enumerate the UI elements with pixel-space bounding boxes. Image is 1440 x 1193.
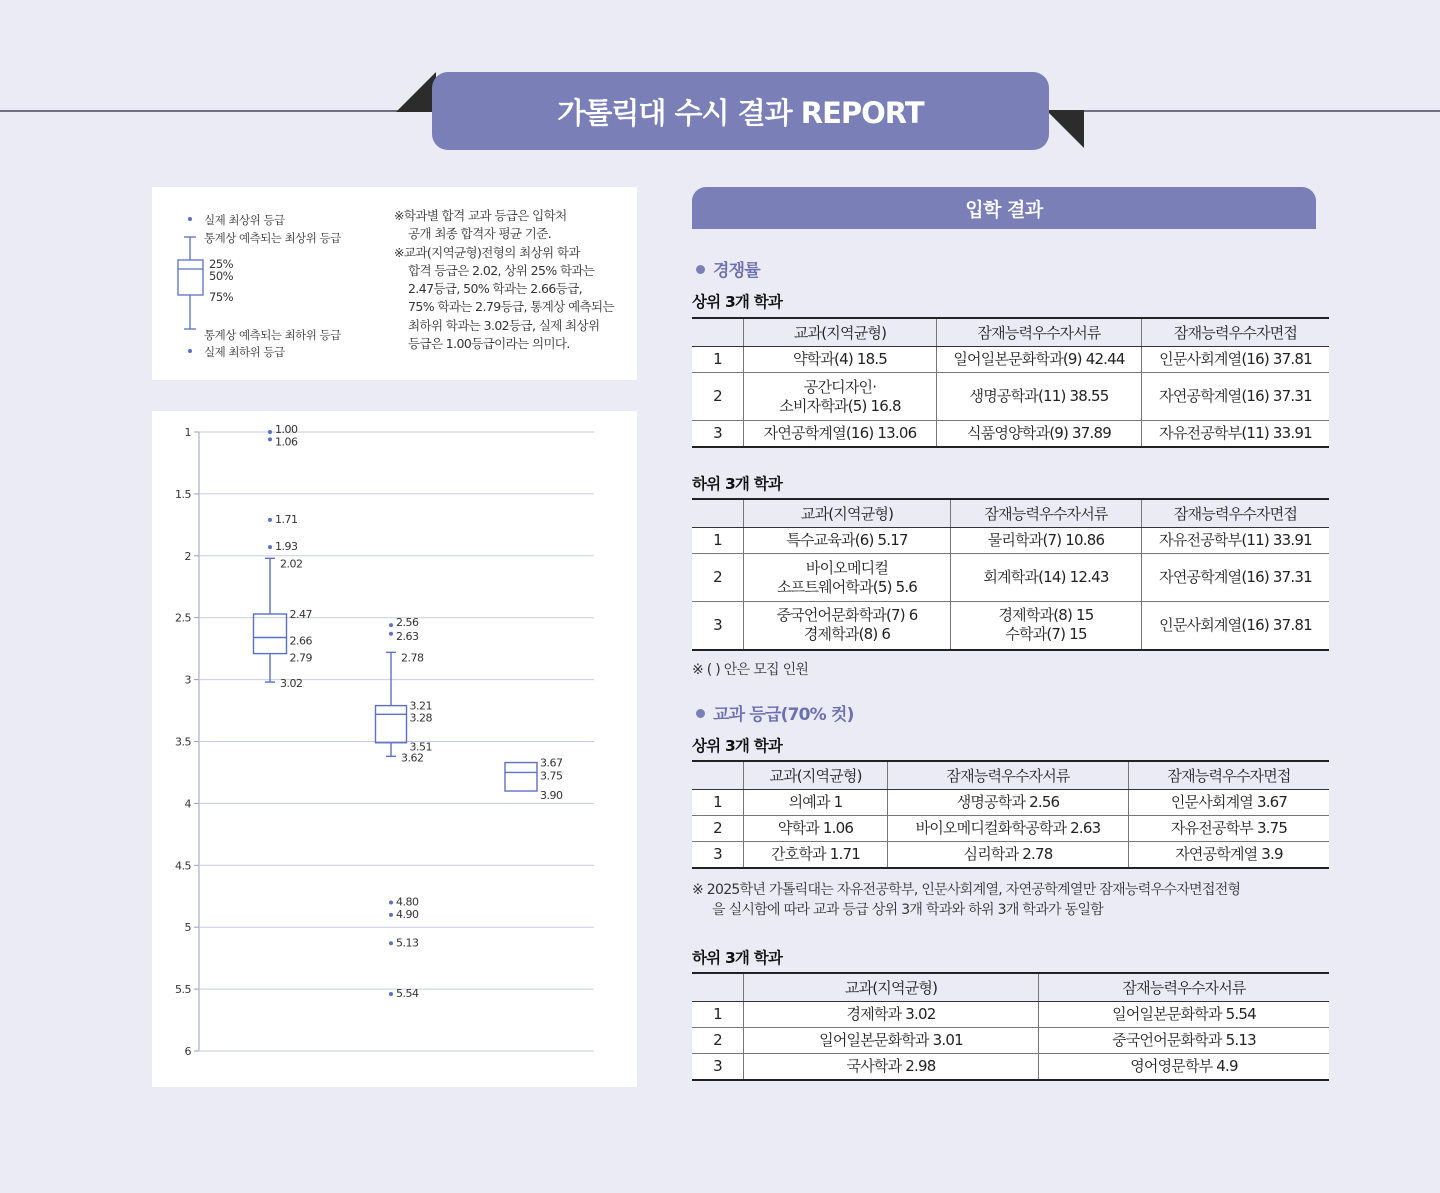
table-header-cell: 잠재능력우수자면접 [1129, 761, 1330, 790]
whisker-bottom-label: 3.02 [280, 677, 303, 691]
table-cell: 자유전공학부(11) 33.91 [1142, 421, 1330, 447]
legend-note-line: 2.47등급, 50% 학과는 2.66등급, [408, 281, 583, 297]
competition-bottom-table [692, 498, 1329, 651]
legend-actual-top: 실제 최상위 등급 [204, 213, 285, 227]
table-row [692, 373, 1329, 421]
competition-top-table [692, 317, 1329, 448]
y-tick-label: 1 [184, 426, 191, 439]
outlier-label: 5.54 [396, 987, 419, 1001]
table-cell: 국사학과 2.98 [744, 1054, 1039, 1080]
legend-note-line: ※교과(지역균형)전형의 최상위 학과 [394, 244, 580, 260]
table-header-cell [692, 761, 744, 790]
banner-corner-right [1046, 110, 1084, 148]
outlier-label: 2.63 [396, 629, 419, 643]
y-tick-label: 4 [184, 797, 191, 811]
q1-label: 2.47 [289, 607, 312, 621]
table-cell: 인문사회계열 3.67 [1129, 790, 1330, 816]
table-row [692, 602, 1329, 650]
legend-note-line: 등급은 1.00등급이라는 의미다. [408, 336, 570, 352]
table-cell: 3 [692, 602, 744, 650]
box [376, 706, 407, 743]
table-cell: 특수교육과(6) 5.17 [744, 528, 951, 554]
y-tick-label: 2.5 [175, 611, 191, 625]
legend-median: 50% [209, 269, 234, 283]
legend-note-line: ※학과별 합격 교과 등급은 입학처 [394, 208, 567, 223]
table-row [692, 1054, 1329, 1080]
table-cell: 1 [692, 347, 744, 373]
table-header-row [692, 761, 1329, 790]
table-row [692, 554, 1329, 602]
table-cell: 2 [692, 816, 744, 842]
table-cell: 약학과(4) 18.5 [744, 347, 937, 373]
page-title: 가톨릭대 수시 결과 REPORT [432, 72, 1049, 150]
table-cell: 생명공학과 2.56 [888, 790, 1129, 816]
outlier-point [389, 913, 393, 917]
table-cell: 자연공학계열(16) 37.31 [1142, 554, 1330, 602]
table-row [692, 421, 1329, 447]
header-rule-left [0, 110, 398, 112]
legend-note-line: 75% 학과는 2.79등급, 통계상 예측되는 [408, 299, 614, 315]
table-cell: 1 [692, 1002, 744, 1028]
grade-top-table [692, 760, 1329, 869]
competition-title: 경쟁률 [696, 256, 760, 281]
table-header-row [692, 973, 1329, 1002]
legend-note-line: 최하위 학과는 3.02등급, 실제 최상위 [408, 317, 600, 333]
outlier-point [268, 437, 272, 441]
table-header-cell: 교과(지역균형) [744, 318, 937, 347]
table-cell: 자유전공학부 3.75 [1129, 816, 1330, 842]
table-cell: 식품영양학과(9) 37.89 [937, 421, 1142, 447]
q3-label: 3.90 [540, 789, 563, 803]
whisker-top-label: 2.02 [280, 557, 303, 571]
legend-note-line: 공개 최종 합격자 평균 기준. [408, 226, 552, 242]
outlier-point [389, 632, 393, 636]
table-cell: 회계학과(14) 12.43 [951, 554, 1142, 602]
table-header-cell: 잠재능력우수자서류 [1039, 973, 1330, 1002]
boxplot-chart-svg [152, 411, 637, 1087]
outlier-label: 1.71 [275, 512, 298, 526]
q3-label: 2.79 [289, 651, 312, 665]
y-tick-label: 3.5 [175, 735, 191, 749]
table-header-cell: 교과(지역균형) [744, 973, 1039, 1002]
whisker-bottom-label: 3.62 [401, 751, 424, 765]
box [505, 763, 537, 791]
table-header-cell [692, 973, 744, 1002]
legend-boxplot-icon [152, 187, 212, 380]
table-header-cell [692, 318, 744, 347]
table-cell: 3 [692, 1054, 744, 1080]
box [254, 614, 287, 654]
outlier-point [389, 623, 393, 627]
table-row [692, 790, 1329, 816]
outlier-point [268, 430, 272, 434]
outlier-point [389, 941, 393, 945]
y-tick-label: 5.5 [175, 983, 191, 997]
table-cell: 일어일본문화학과(9) 42.44 [937, 347, 1142, 373]
grade-bottom-table [692, 972, 1329, 1081]
table-header-row [692, 499, 1329, 528]
table-row [692, 1002, 1329, 1028]
table-cell: 경제학과 3.02 [744, 1002, 1039, 1028]
table-cell: 의예과 1 [744, 790, 888, 816]
q3-label: 3.51 [409, 740, 432, 754]
table-cell: 간호학과 1.71 [744, 842, 888, 868]
y-tick-label: 2 [184, 549, 191, 563]
boxplot-chart [152, 411, 637, 1087]
table-cell: 자연공학계열(16) 37.31 [1142, 373, 1330, 421]
table-header-cell: 잠재능력우수자서류 [937, 318, 1142, 347]
competition-note: ※ ( ) 안은 모집 인원 [692, 662, 809, 678]
table-header-row [692, 318, 1329, 347]
competition-top-subtitle: 상위 3개 학과 [692, 293, 783, 311]
banner-corner-left [396, 72, 436, 112]
outlier-label: 5.13 [396, 936, 419, 950]
legend-q3: 75% [209, 290, 234, 304]
table-cell: 1 [692, 528, 744, 554]
table-row [692, 528, 1329, 554]
table-header-cell: 잠재능력우수자서류 [888, 761, 1129, 790]
table-cell: 3 [692, 842, 744, 868]
whisker-top-label: 2.78 [401, 651, 424, 665]
table-cell: 2 [692, 554, 744, 602]
table-cell: 자연공학계열(16) 13.06 [744, 421, 937, 447]
table-row [692, 1028, 1329, 1054]
outlier-label: 4.80 [396, 895, 419, 909]
outlier-label: 1.93 [275, 540, 298, 554]
table-cell: 중국언어문화학과 5.13 [1039, 1028, 1330, 1054]
outlier-point [389, 992, 393, 996]
table-header-cell: 잠재능력우수자면접 [1142, 318, 1330, 347]
grade-title: 교과 등급(70% 컷) [696, 700, 854, 725]
table-cell: 생명공학과(11) 38.55 [937, 373, 1142, 421]
y-tick-label: 6 [184, 1045, 191, 1058]
outlier-label: 1.00 [275, 423, 298, 436]
table-cell: 바이오메디컬화학공학과 2.63 [888, 816, 1129, 842]
table-cell: 자유전공학부(11) 33.91 [1142, 528, 1330, 554]
table-cell: 인문사회계열(16) 37.81 [1142, 347, 1330, 373]
table-cell: 물리학과(7) 10.86 [951, 528, 1142, 554]
outlier-label: 2.56 [396, 616, 419, 630]
header-rule-right [1082, 110, 1440, 112]
table-cell: 3 [692, 421, 744, 447]
table-cell: 자연공학계열 3.9 [1129, 842, 1330, 868]
legend-note-line: 합격 등급은 2.02, 상위 25% 학과는 [408, 262, 595, 278]
table-header-cell [692, 499, 744, 528]
y-tick-label: 1.5 [175, 487, 191, 501]
outlier-point [268, 545, 272, 549]
legend-note [394, 207, 614, 353]
table-cell: 중국언어문화학과(7) 6 경제학과(8) 6 [744, 602, 951, 650]
median-label: 3.28 [409, 711, 432, 725]
outlier-point [268, 518, 272, 522]
table-header-cell: 잠재능력우수자서류 [951, 499, 1142, 528]
legend-predicted-bottom: 통계상 예측되는 최하위 등급 [204, 328, 341, 342]
table-row [692, 842, 1329, 868]
grade-top-subtitle: 상위 3개 학과 [692, 737, 783, 755]
outlier-point [389, 900, 393, 904]
table-cell: 약학과 1.06 [744, 816, 888, 842]
grade-note-line: 을 실시함에 따라 교과 등급 상위 3개 학과와 하위 3개 학과가 동일함 [712, 902, 1104, 918]
y-tick-label: 5 [184, 921, 191, 935]
table-cell: 경제학과(8) 15 수학과(7) 15 [951, 602, 1142, 650]
legend-box [152, 187, 637, 380]
competition-bottom-subtitle: 하위 3개 학과 [692, 475, 783, 493]
legend-predicted-top: 통계상 예측되는 최상위 등급 [204, 231, 341, 245]
y-tick-label: 3 [184, 673, 191, 687]
outlier-label: 4.90 [396, 907, 419, 921]
table-row [692, 347, 1329, 373]
table-cell: 심리학과 2.78 [888, 842, 1129, 868]
table-header-cell: 교과(지역균형) [744, 499, 951, 528]
table-cell: 2 [692, 373, 744, 421]
table-cell: 일어일본문화학과 5.54 [1039, 1002, 1330, 1028]
table-header-cell: 잠재능력우수자면접 [1142, 499, 1330, 528]
grade-note [692, 880, 1240, 920]
table-cell: 공간디자인· 소비자학과(5) 16.8 [744, 373, 937, 421]
median-label: 3.75 [540, 769, 563, 783]
median-label: 2.66 [289, 634, 312, 648]
table-cell: 인문사회계열(16) 37.81 [1142, 602, 1330, 650]
table-row [692, 816, 1329, 842]
grade-bottom-subtitle: 하위 3개 학과 [692, 949, 783, 967]
table-cell: 2 [692, 1028, 744, 1054]
section-title: 입학 결과 [692, 187, 1316, 229]
y-tick-label: 4.5 [175, 859, 191, 873]
table-cell: 영어영문학부 4.9 [1039, 1054, 1330, 1080]
table-header-cell: 교과(지역균형) [744, 761, 888, 790]
table-cell: 바이오메디컬 소프트웨어학과(5) 5.6 [744, 554, 951, 602]
legend-q1: 25% [209, 257, 234, 271]
table-cell: 1 [692, 790, 744, 816]
grade-note-line: ※ 2025학년 가톨릭대는 자유전공학부, 인문사회계열, 자연공학계열만 잠재능력우수자면접전형 [692, 882, 1241, 898]
q1-label: 3.21 [409, 699, 432, 713]
q1-label: 3.67 [540, 756, 563, 770]
outlier-label: 1.06 [275, 435, 298, 449]
legend-actual-bottom: 실제 최하위 등급 [204, 345, 285, 359]
table-cell: 일어일본문화학과 3.01 [744, 1028, 1039, 1054]
